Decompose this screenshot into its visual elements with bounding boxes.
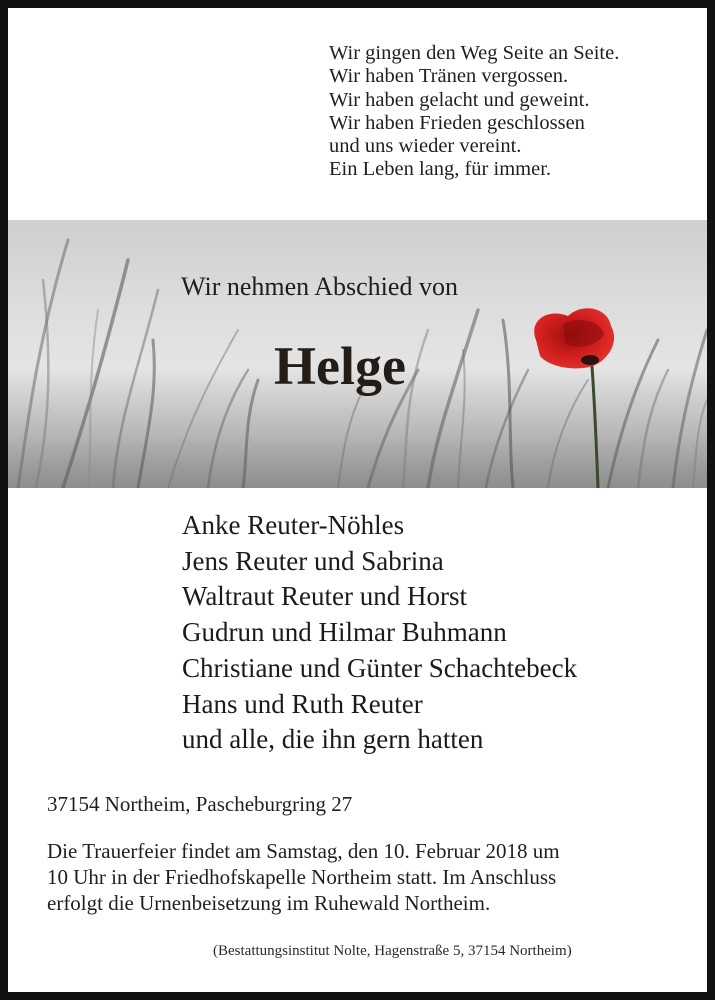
poem-line: Wir haben gelacht und geweint. [329,88,590,111]
mourner-line: und alle, die ihn gern hatten [182,724,484,755]
undertaker-credit: (Bestattungsinstitut Nolte, Hagenstraße 5, 37154 Northeim) [213,943,572,959]
service-line: Die Trauerfeier findet am Samstag, den 10. Februar 2018 um [47,839,560,863]
poem [329,42,699,182]
mourner-line: Jens Reuter und Sabrina [182,545,444,576]
deceased-name: Helge [274,336,406,396]
mourner-line: Gudrun und Hilmar Buhmann [182,617,507,648]
poem-line: Wir gingen den Weg Seite an Seite. [329,42,620,64]
poem-line: Ein Leben lang, für immer. [329,158,552,181]
farewell-intro: Wir nehmen Abschied von [181,272,458,301]
poppy-banner [8,220,707,488]
mourners-list [182,508,702,758]
mourner-line: Waltraut Reuter und Horst [182,581,468,612]
mourner-line: Anke Reuter-Nöhles [182,510,405,540]
poem-line: und uns wieder vereint. [329,135,522,158]
poppy-flower [534,308,614,368]
service-line: erfolgt die Urnenbeisetzung im Ruhewald Northeim. [47,891,491,915]
poem-line: Wir haben Tränen vergossen. [329,65,569,88]
obituary-notice [8,8,707,992]
service-line: 10 Uhr in der Friedhofskapelle Northeim statt. Im Anschluss [47,865,557,889]
mourner-line: Hans und Ruth Reuter [182,688,423,719]
family-address: 37154 Northeim, Pascheburgring 27 [47,792,353,816]
funeral-service-info [47,838,687,916]
poem-line: Wir haben Frieden geschlossen [329,111,585,134]
mourner-line: Christiane und Günter Schachtebeck [182,652,578,683]
